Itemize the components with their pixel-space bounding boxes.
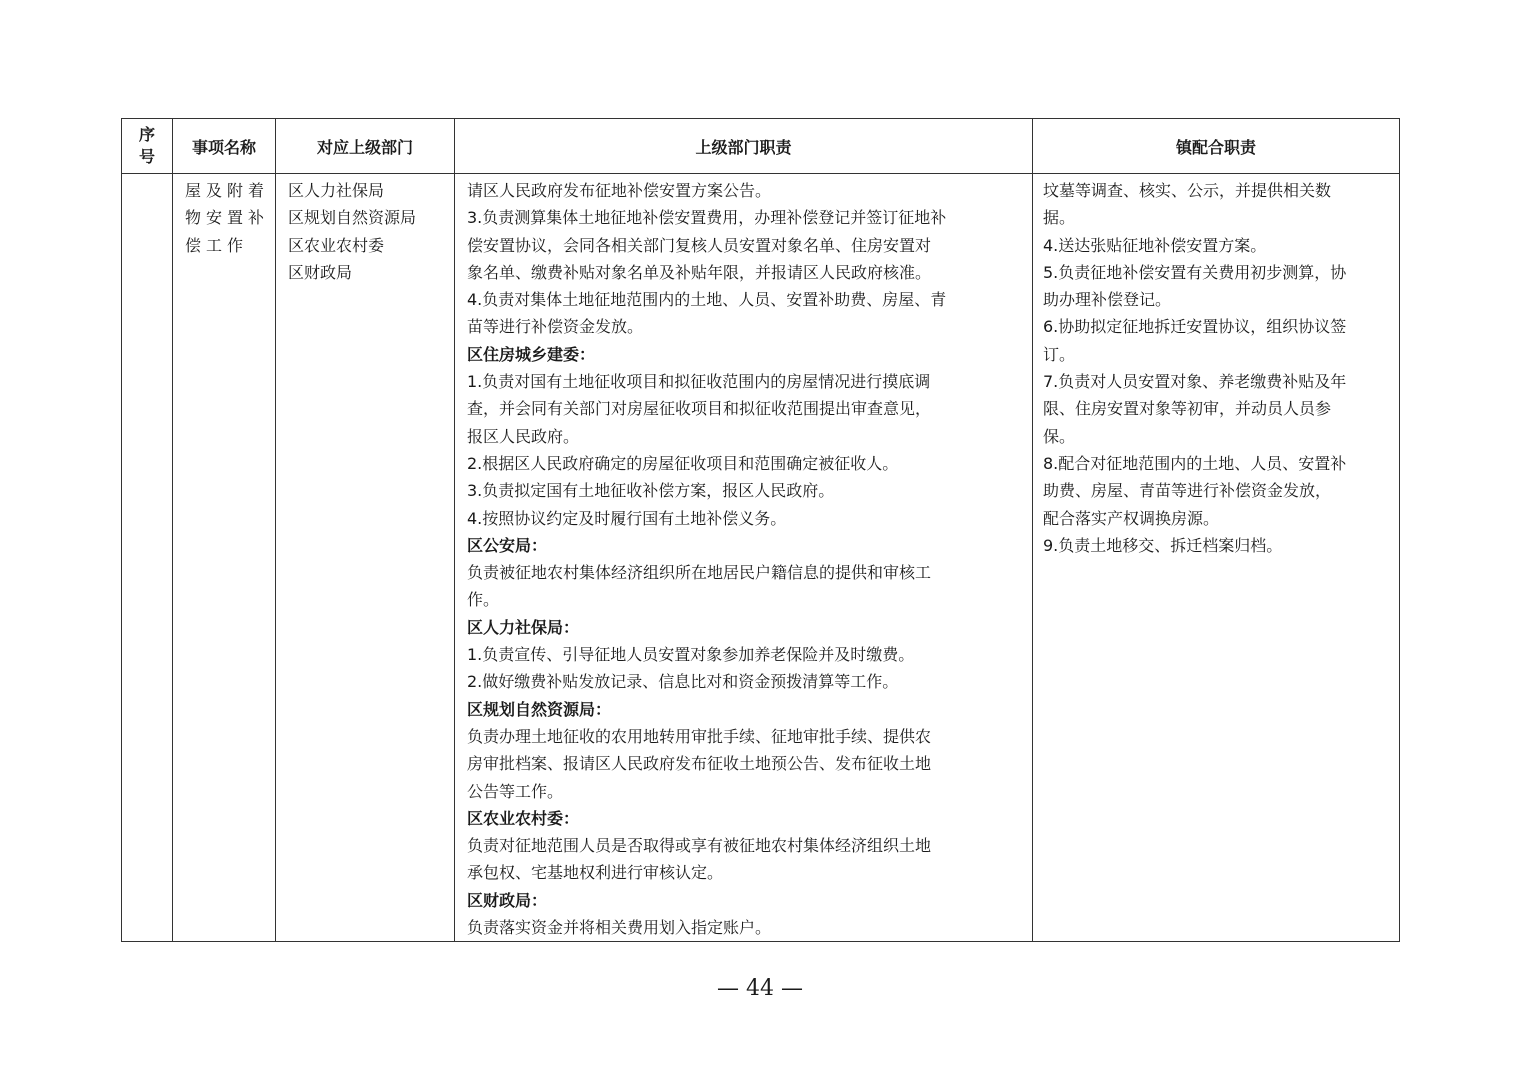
duty-line: 报区人民政府。 xyxy=(467,426,580,446)
town-duty-line: 订。 xyxy=(1043,344,1076,364)
duty-line: 3.负责拟定国有土地征收补偿方案，报区人民政府。 xyxy=(467,481,835,501)
item-name-cell xyxy=(173,174,276,942)
duty-line: 负责被征地农村集体经济组织所在地居民户籍信息的提供和审核工 xyxy=(467,563,932,583)
section-heading: 区规划自然资源局： xyxy=(467,699,612,719)
town-duty-line: 6.协助拟定征地拆迁安置协议，组织协议签 xyxy=(1043,317,1347,337)
item-name-line: 偿工作 xyxy=(185,235,249,255)
town-duty-line: 助费、房屋、青苗等进行补偿资金发放， xyxy=(1043,481,1332,501)
duty-line: 3.负责测算集体土地征地补偿安置费用，办理补偿登记并签订征地补 xyxy=(467,208,947,228)
item-name-line: 屋及附着 xyxy=(185,181,269,200)
responsibility-table xyxy=(121,118,1400,942)
dept-cell xyxy=(276,174,455,942)
duty-line: 查，并会同有关部门对房屋征收项目和拟征收范围提出审查意见， xyxy=(467,399,932,419)
town-duty-line: 8.配合对征地范围内的土地、人员、安置补 xyxy=(1043,453,1347,473)
section-heading: 区人力社保局： xyxy=(467,617,580,637)
dept-item: 区规划自然资源局 xyxy=(288,208,417,228)
town-duty-line: 4.送达张贴征地补偿安置方案。 xyxy=(1043,235,1267,255)
header-dept: 对应上级部门 xyxy=(276,119,455,174)
duty-line: 1.负责对国有土地征收项目和拟征收范围内的房屋情况进行摸底调 xyxy=(467,372,931,392)
town-duty-line: 助办理补偿登记。 xyxy=(1043,290,1172,310)
duty-line: 2.根据区人民政府确定的房屋征收项目和范围确定被征收人。 xyxy=(467,453,899,473)
section-heading: 区农业农村委： xyxy=(467,808,580,828)
header-item-name: 事项名称 xyxy=(173,119,276,174)
town-cell xyxy=(1033,174,1400,942)
duty-cell xyxy=(455,174,1033,942)
section-heading: 区住房城乡建委： xyxy=(467,344,596,364)
duty-line: 2.做好缴费补贴发放记录、信息比对和资金预拨清算等工作。 xyxy=(467,672,899,692)
header-seq xyxy=(122,119,173,174)
duty-line: 象名单、缴费补贴对象名单及补贴年限，并报请区人民政府核准。 xyxy=(467,262,932,282)
header-seq-label: 序号 xyxy=(138,125,155,166)
duty-line: 公告等工作。 xyxy=(467,781,564,801)
duty-line: 4.负责对集体土地征地范围内的土地、人员、安置补助费、房屋、青 xyxy=(467,290,947,310)
dept-item: 区农业农村委 xyxy=(288,235,385,255)
town-duty-text xyxy=(1033,174,1399,559)
duty-line: 4.按照协议约定及时履行国有土地补偿义务。 xyxy=(467,508,787,528)
duty-line: 苗等进行补偿资金发放。 xyxy=(467,317,644,337)
duty-line: 负责落实资金并将相关费用划入指定账户。 xyxy=(467,918,772,938)
duty-line: 1.负责宣传、引导征地人员安置对象参加养老保险并及时缴费。 xyxy=(467,645,915,665)
header-duty: 上级部门职责 xyxy=(455,119,1033,174)
town-duty-line: 坟墓等调查、核实、公示，并提供相关数 xyxy=(1043,181,1332,200)
duty-text xyxy=(455,174,1032,941)
section-heading: 区公安局： xyxy=(467,535,548,555)
town-duty-line: 保。 xyxy=(1043,426,1076,446)
duty-line: 负责对征地范围人员是否取得或享有被征地农村集体经济组织土地 xyxy=(467,836,932,856)
town-duty-line: 7.负责对人员安置对象、养老缴费补贴及年 xyxy=(1043,372,1347,392)
item-name-line: 物安置补 xyxy=(185,208,269,228)
item-name-text xyxy=(173,174,275,259)
duty-line: 负责办理土地征收的农用地转用审批手续、征地审批手续、提供农 xyxy=(467,726,932,746)
town-duty-line: 配合落实产权调换房源。 xyxy=(1043,508,1220,528)
table-row xyxy=(122,174,1400,942)
dept-item: 区财政局 xyxy=(288,262,353,282)
town-duty-line: 5.负责征地补偿安置有关费用初步测算，协 xyxy=(1043,262,1347,282)
duty-line: 请区人民政府发布征地补偿安置方案公告。 xyxy=(467,181,772,200)
town-duty-line: 9.负责土地移交、拆迁档案归档。 xyxy=(1043,535,1283,555)
duty-line: 房审批档案、报请区人民政府发布征收土地预公告、发布征收土地 xyxy=(467,754,932,774)
table-header-row xyxy=(122,119,1400,174)
town-duty-line: 据。 xyxy=(1043,208,1076,228)
page-number: — 44 — xyxy=(717,976,803,1001)
dept-item: 区人力社保局 xyxy=(288,181,385,200)
duty-line: 作。 xyxy=(467,590,500,610)
duty-line: 承包权、宅基地权利进行审核认定。 xyxy=(467,863,724,883)
dept-list xyxy=(276,174,454,286)
town-duty-line: 限、住房安置对象等初审，并动员人员参 xyxy=(1043,399,1332,419)
section-heading: 区财政局： xyxy=(467,890,548,910)
seq-cell xyxy=(122,174,173,942)
duty-line: 偿安置协议，会同各相关部门复核人员安置对象名单、住房安置对 xyxy=(467,235,932,255)
header-town: 镇配合职责 xyxy=(1033,119,1400,174)
